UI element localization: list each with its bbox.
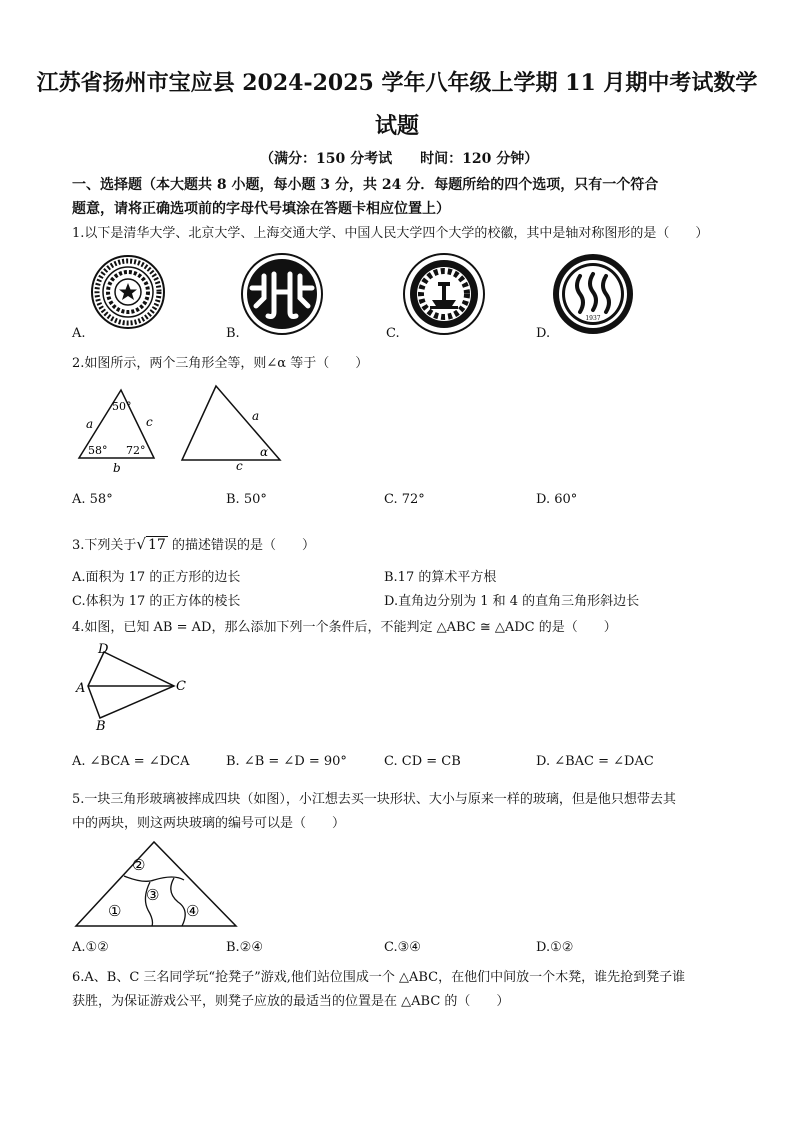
q4-option-d: D. ∠BAC = ∠DAC bbox=[536, 754, 654, 769]
q1-stem: 1.以下是清华大学、北京大学、上海交通大学、中国人民大学四个大学的校徽，其中是轴对称图形的是（ ） bbox=[72, 226, 709, 241]
tri1-side-a: a bbox=[86, 417, 94, 431]
q3-option-c: C.体积为 17 的正方体的棱长 bbox=[72, 594, 241, 609]
q4-stem: 4.如图，已知 AB = AD，那么添加下列一个条件后，不能判定 △ABC ≅ △ADC 的是（ ） bbox=[72, 620, 617, 635]
section1-header-line2: 题意，请将正确选项前的字母代号填涂在答题卡相应位置上） bbox=[72, 201, 450, 217]
q5-broken-triangle-figure bbox=[74, 840, 240, 930]
q3-stem-post: 的描述错误的是（ ） bbox=[171, 538, 315, 553]
q1-option-b: B. bbox=[226, 326, 240, 341]
exam-title-line2: 试题 bbox=[374, 113, 419, 139]
q4-option-b: B. ∠B = ∠D = 90° bbox=[226, 754, 347, 769]
tri1-side-c: c bbox=[146, 415, 153, 429]
q4-label-a: A bbox=[76, 681, 86, 696]
q2-triangle-2 bbox=[180, 384, 284, 474]
q5-stem-line2: 中的两块，则这两块玻璃的编号可以是（ ） bbox=[72, 816, 346, 831]
q3-radicand: 17 bbox=[147, 537, 166, 553]
q2-triangle-1 bbox=[74, 388, 160, 474]
q1-emblem-d-year: 1937 bbox=[585, 315, 601, 322]
q5-option-d: D.①② bbox=[536, 940, 574, 955]
q3-stem bbox=[72, 534, 315, 553]
q2-option-a: A. 58° bbox=[72, 492, 113, 507]
tri1-angle-top: 50° bbox=[112, 400, 132, 413]
q2-option-c: C. 72° bbox=[384, 492, 425, 507]
q3-option-a: A.面积为 17 的正方形的边长 bbox=[72, 570, 241, 585]
score-info: （满分：150 分考试 时间：120 分钟） bbox=[260, 151, 539, 167]
tri2-side-c: c bbox=[236, 459, 243, 473]
q2-option-b: B. 50° bbox=[226, 492, 267, 507]
tri2-angle-alpha: α bbox=[260, 445, 269, 459]
tri1-angle-left: 58° bbox=[88, 444, 108, 457]
sqrt-symbol: √ bbox=[136, 535, 146, 553]
q6-stem-line1: 6.A、B、C 三名同学玩“抢凳子”游戏,他们站位围成一个 △ABC，在他们中间放一个木凳，谁先抢到凳子谁 bbox=[72, 970, 686, 985]
q5-option-b: B.②④ bbox=[226, 940, 263, 955]
q1-emblem-b bbox=[234, 254, 330, 334]
q1-option-c: C. bbox=[386, 326, 400, 341]
q1-emblem-d bbox=[548, 254, 638, 334]
q1-emblem-a bbox=[80, 254, 176, 330]
q3-stem-pre: 3.下列关于 bbox=[72, 538, 137, 553]
section1-header-line1: 一、选择题（本大题共 8 小题，每小题 3 分，共 24 分．每题所给的四个选项，只有一个符合 bbox=[72, 177, 659, 193]
exam-title-line1: 江苏省扬州市宝应县 2024-2025 学年八年级上学期 11 月期中考试数学 bbox=[36, 70, 758, 96]
q2-option-d: D. 60° bbox=[536, 492, 578, 507]
q4-option-c: C. CD = CB bbox=[384, 754, 461, 769]
q4-option-a: A. ∠BCA = ∠DCA bbox=[72, 754, 190, 769]
tri2-side-a: a bbox=[252, 409, 260, 423]
q3-option-d: D.直角边分别为 1 和 4 的直角三角形斜边长 bbox=[384, 594, 640, 609]
q5-piece-3: ③ bbox=[146, 886, 160, 904]
q4-label-b: B bbox=[96, 719, 106, 734]
q5-option-a: A.①② bbox=[72, 940, 109, 955]
q3-option-b: B.17 的算术平方根 bbox=[384, 570, 497, 585]
q5-stem-line1: 5.一块三角形玻璃被摔成四块（如图），小江想去买一块形状、大小与原来一样的玻璃，但是他只想带去其 bbox=[72, 792, 676, 807]
q1-emblem-c bbox=[396, 254, 492, 334]
q4-label-d: D bbox=[98, 642, 109, 657]
q2-stem: 2.如图所示，两个三角形全等，则∠α 等于（ ） bbox=[72, 356, 369, 371]
q1-option-d: D. bbox=[536, 326, 551, 341]
q6-stem-line2: 获胜，为保证游戏公平，则凳子应放的最适当的位置是在 △ABC 的（ ） bbox=[72, 994, 510, 1009]
q5-option-c: C.③④ bbox=[384, 940, 421, 955]
tri1-side-b: b bbox=[113, 461, 121, 475]
q5-piece-4: ④ bbox=[186, 902, 200, 920]
q5-piece-2: ② bbox=[132, 856, 146, 874]
q4-figure bbox=[74, 642, 190, 732]
q1-option-a: A. bbox=[72, 326, 86, 341]
tri1-angle-right: 72° bbox=[126, 444, 146, 457]
q4-label-c: C bbox=[176, 679, 186, 694]
q5-piece-1: ① bbox=[108, 902, 122, 920]
